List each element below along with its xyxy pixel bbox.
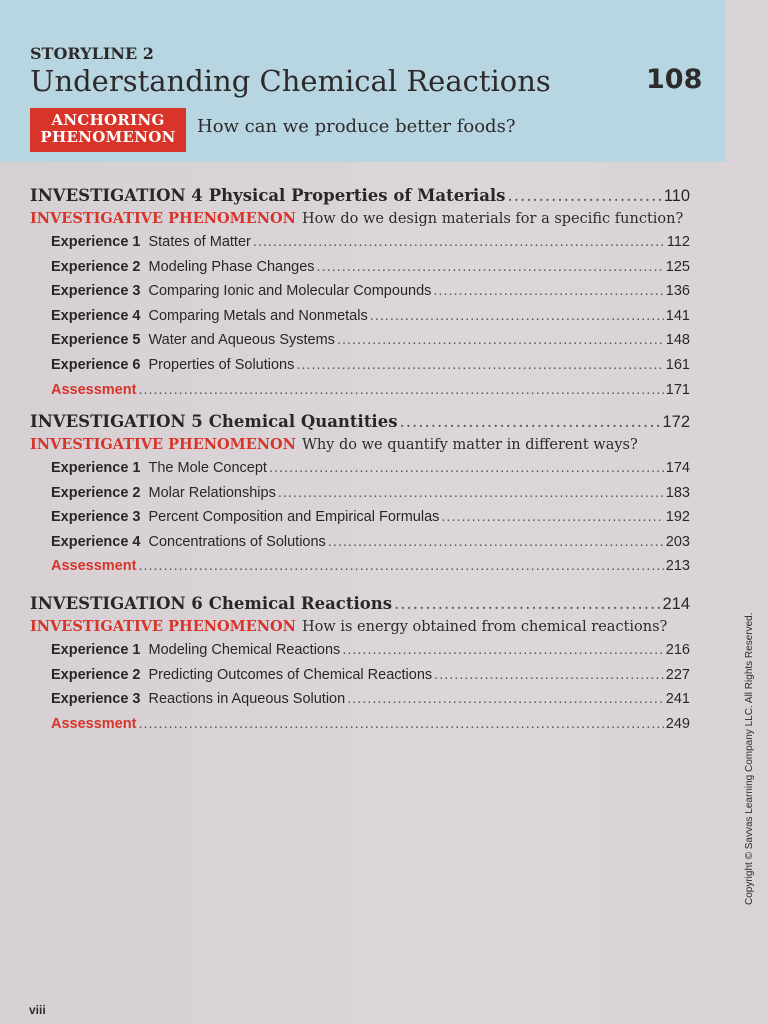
page-number: 172 [662,413,690,431]
experience-label: Experience 2 [51,666,141,683]
experience-label: Experience 1 [51,460,141,476]
experience-title: Comparing Metals and Nonmetals [148,307,368,324]
experience-entry[interactable] [51,509,690,525]
page-number: 227 [665,666,690,683]
page-number: 148 [665,332,690,349]
dot-leader [337,332,664,348]
experience-label: Experience 4 [51,307,141,324]
experience-entry[interactable] [51,234,690,250]
anchoring-question: How can we produce better foods? [197,116,516,137]
experience-title: Modeling Phase Changes [148,258,315,275]
investigative-phenomenon[interactable] [30,618,690,635]
assessment-label: Assessment [51,381,137,398]
experience-entry[interactable] [51,259,690,275]
investigation-heading[interactable] [30,412,690,432]
experience-label: Experience 2 [51,484,141,501]
folio-page-number: viii [29,1003,46,1017]
experience-label: Experience 3 [51,509,141,526]
dot-leader [394,594,660,613]
dot-leader [370,308,664,324]
assessment-entry[interactable] [51,382,690,398]
experience-title: Reactions in Aqueous Solution [148,691,346,708]
anchoring-phenomenon-badge [30,108,186,152]
page-number: 174 [665,460,690,476]
experience-entry[interactable] [51,642,690,658]
experience-title: Percent Composition and Empirical Formulas [148,509,440,526]
page-number: 203 [665,533,690,550]
experience-title: Comparing Ionic and Molecular Compounds [148,283,432,300]
assessment-entry[interactable] [51,558,690,574]
investigation-name: Chemical Quantities [208,412,398,431]
experience-title: Predicting Outcomes of Chemical Reactions [148,666,433,683]
experience-label: Experience 1 [51,642,141,658]
experience-label: Experience 2 [51,258,141,275]
experience-label: Experience 4 [51,533,141,550]
dot-leader [296,357,663,373]
experience-entry[interactable] [51,485,690,501]
dot-leader [278,485,664,501]
experience-label: Experience 5 [51,332,141,349]
page-number: 213 [665,558,690,575]
experience-title: The Mole Concept [148,460,267,476]
title-page-number: 108 [646,64,703,95]
page-number: 161 [665,357,690,373]
page-number: 125 [665,258,690,275]
experience-label: Experience 3 [51,691,141,708]
investigation-name: Physical Properties of Materials [208,186,506,205]
anchoring-badge-line2: PHENOMENON [40,128,176,146]
dot-leader [328,534,664,550]
dot-leader [138,382,663,398]
phenomenon-question: How do we design materials for a specific function? [301,211,684,227]
experience-title: Water and Aqueous Systems [148,332,335,349]
assessment-label: Assessment [51,558,137,575]
investigative-phenomenon[interactable] [30,436,690,453]
investigative-phenomenon[interactable] [30,210,690,227]
phenomenon-label: INVESTIGATIVE PHENOMENON [30,210,296,227]
investigation-heading[interactable] [30,186,690,206]
investigation-label: INVESTIGATION 5 [30,412,203,431]
page-number: 112 [666,234,690,250]
page-number: 216 [665,642,690,658]
page-number: 192 [665,509,690,526]
dot-leader [433,283,663,299]
page-number: 110 [663,187,690,205]
dot-leader [434,667,664,683]
experience-title: Modeling Chemical Reactions [148,642,341,658]
dot-leader [347,691,664,707]
dot-leader [138,558,663,574]
assessment-entry[interactable] [51,716,690,732]
dot-leader [441,509,663,525]
page-number: 214 [662,595,690,613]
phenomenon-question: How is energy obtained from chemical reactions? [301,619,668,635]
page-number: 249 [665,715,690,732]
copyright-notice: Copyright © Savvas Learning Company LLC. All Rights Reserved. [744,612,755,905]
experience-entry[interactable] [51,357,690,373]
experience-title: States of Matter [148,234,251,250]
experience-entry[interactable] [51,308,690,324]
dot-leader [138,716,663,732]
experience-entry[interactable] [51,691,690,707]
dot-leader [317,259,664,275]
experience-entry[interactable] [51,283,690,299]
page-number: 136 [665,283,690,300]
dot-leader [269,460,664,476]
phenomenon-label: INVESTIGATIVE PHENOMENON [30,436,296,453]
experience-title: Molar Relationships [148,484,276,501]
storyline-label: STORYLINE 2 [30,44,154,63]
phenomenon-label: INVESTIGATIVE PHENOMENON [30,618,296,635]
dot-leader [253,234,665,250]
experience-entry[interactable] [51,534,690,550]
dot-leader [400,412,661,431]
experience-entry[interactable] [51,460,690,476]
assessment-label: Assessment [51,715,137,732]
page-number: 171 [665,381,690,398]
investigation-name: Chemical Reactions [208,594,392,613]
dot-leader [342,642,663,658]
experience-label: Experience 3 [51,283,141,300]
experience-label: Experience 6 [51,357,141,373]
investigation-label: INVESTIGATION 4 [30,186,203,205]
dot-leader [507,186,661,205]
experience-title: Properties of Solutions [148,357,295,373]
page-number: 141 [665,307,690,324]
investigation-label: INVESTIGATION 6 [30,594,203,613]
page-number: 183 [665,484,690,501]
experience-label: Experience 1 [51,234,141,250]
phenomenon-question: Why do we quantify matter in different ways? [301,437,638,453]
page-title: Understanding Chemical Reactions [30,64,551,98]
experience-title: Concentrations of Solutions [148,533,326,550]
page-number: 241 [665,691,690,708]
experience-entry[interactable] [51,667,690,683]
experience-entry[interactable] [51,332,690,348]
investigation-heading[interactable] [30,594,690,614]
anchoring-badge-line1: ANCHORING [51,111,165,129]
